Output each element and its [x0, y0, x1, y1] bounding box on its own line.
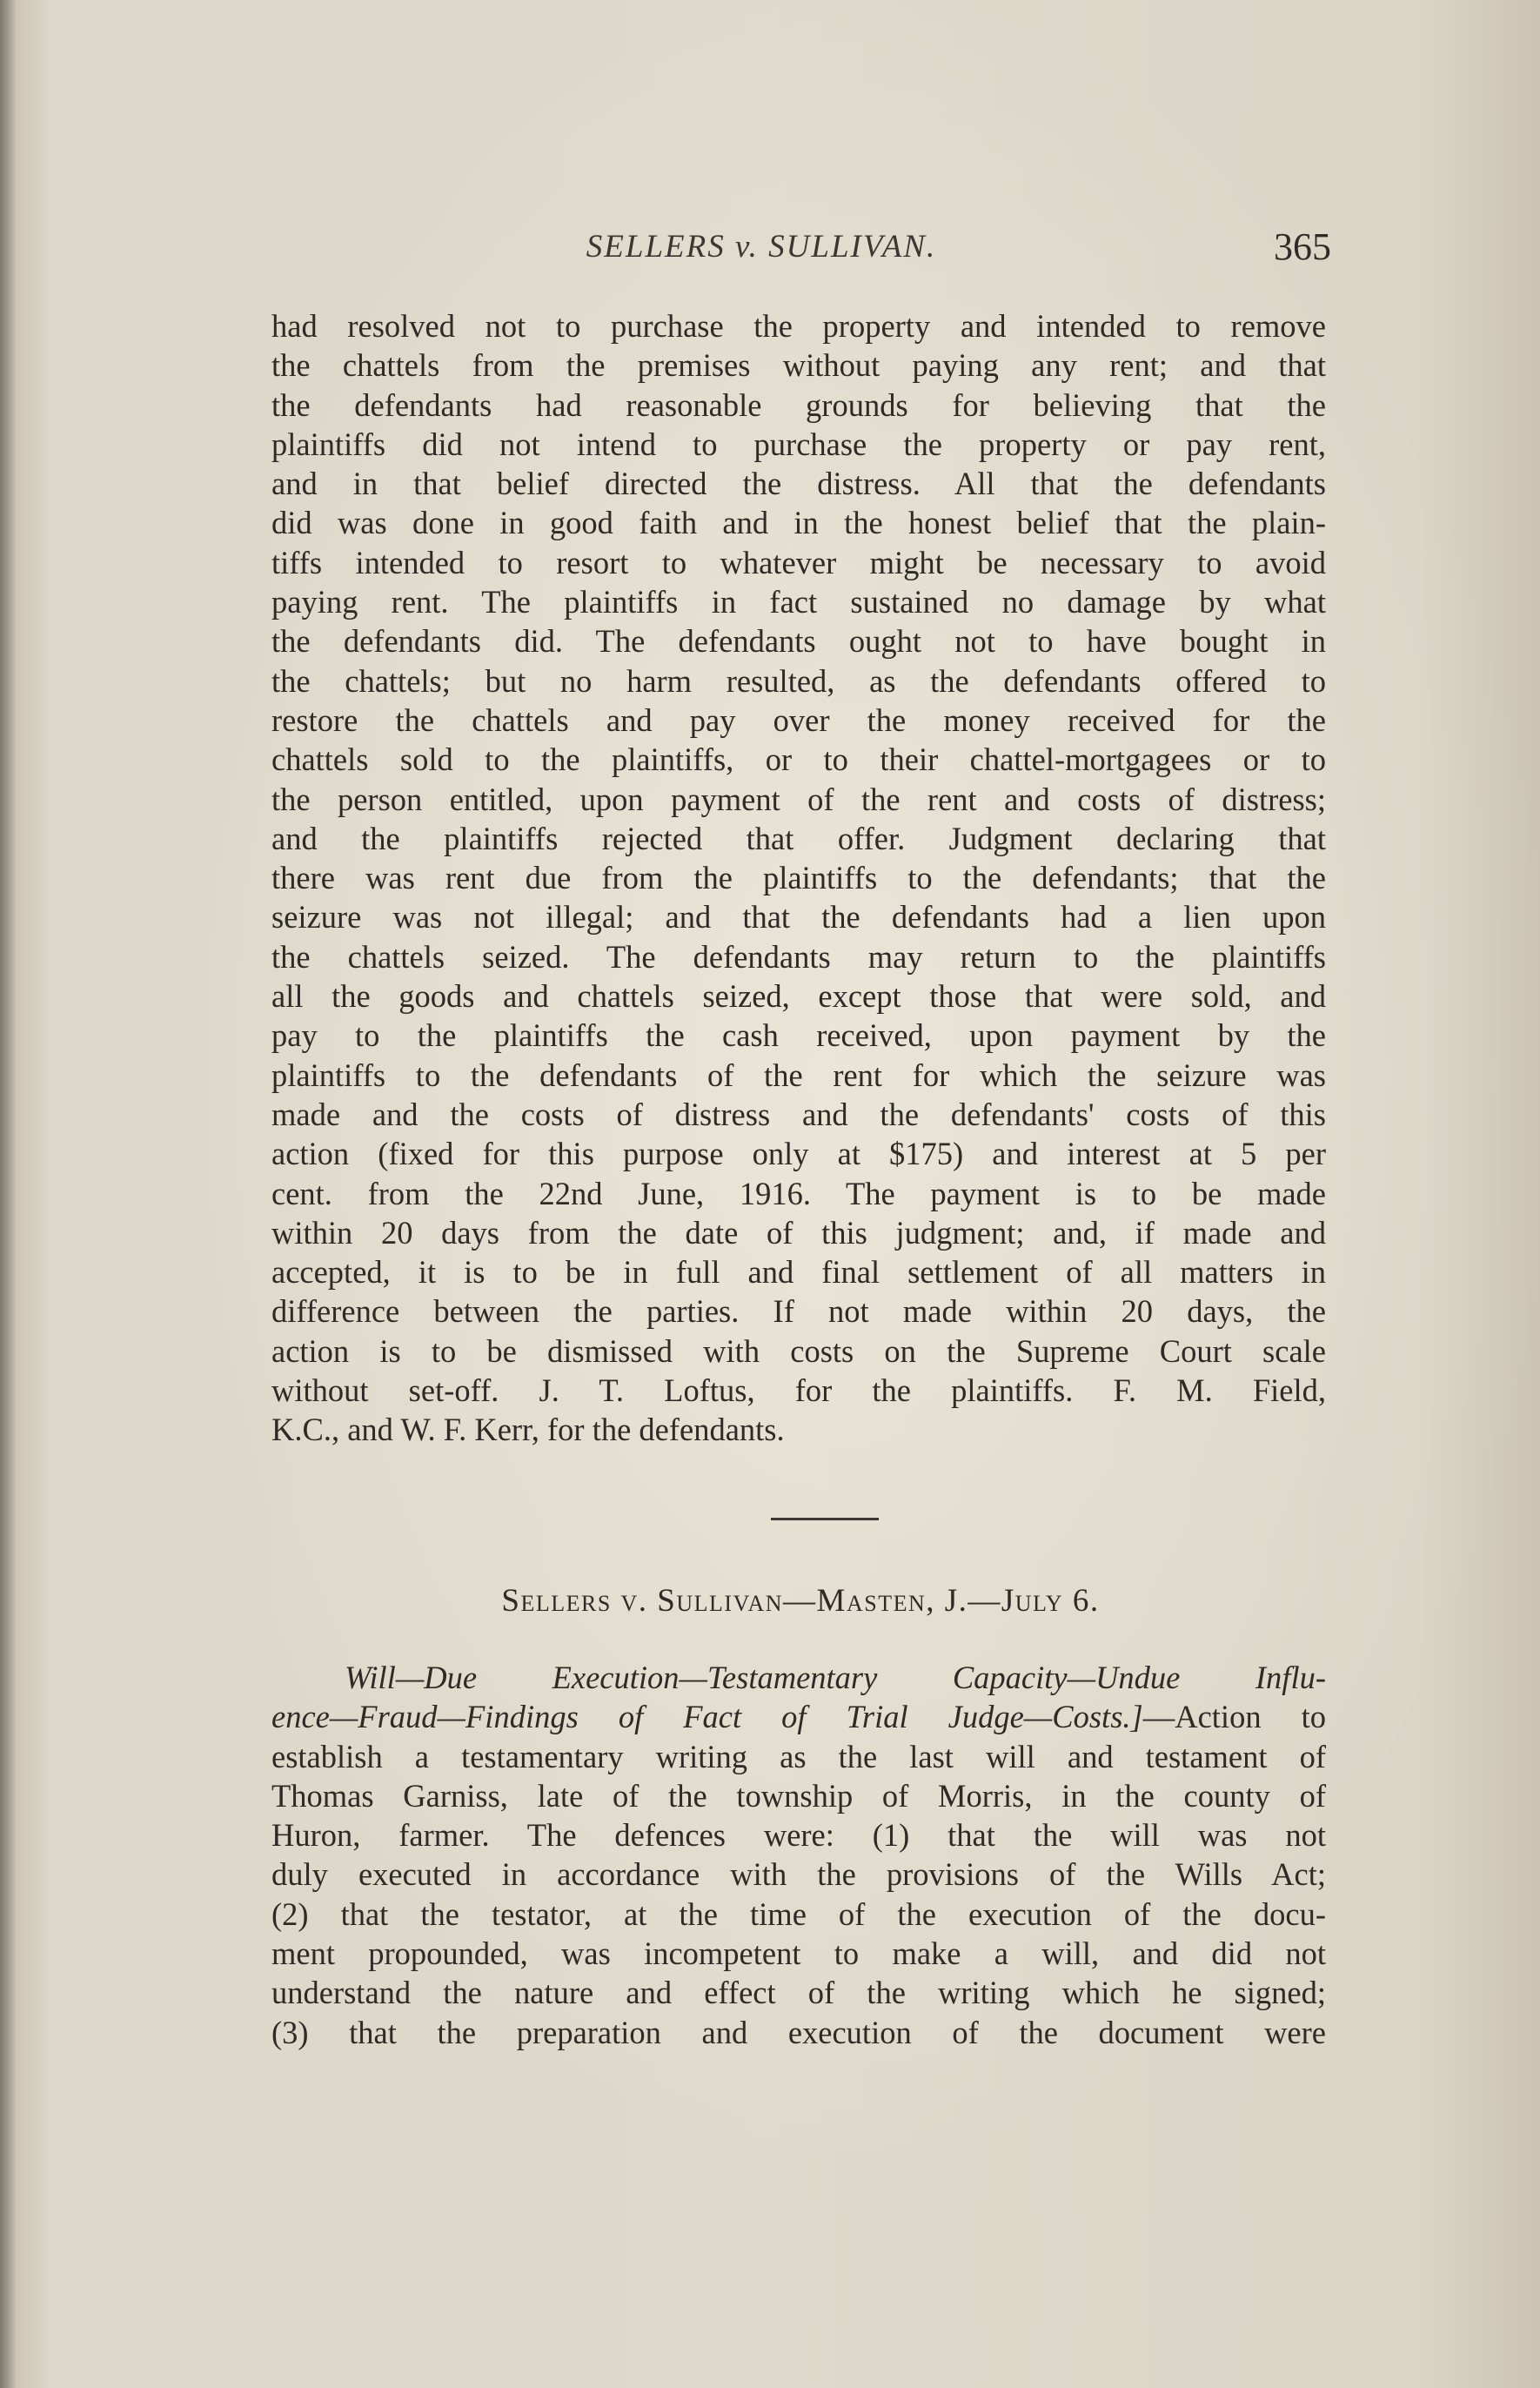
- text-line: difference between the parties. If not made within 20 days, the: [271, 1293, 1326, 1330]
- text-line: and in that belief directed the distress. All that the defendants: [271, 466, 1326, 502]
- text-line: chattels sold to the plaintiffs, or to their chattel-mortgagees or to: [271, 741, 1326, 778]
- text-line: (3) that the preparation and execution of the document were: [271, 2014, 1326, 2050]
- text-line: the chattels; but no harm resulted, as the defendants offered to: [271, 662, 1326, 699]
- text-line: action is to be dismissed with costs on the Supreme Court scale: [271, 1332, 1326, 1369]
- text-line: establish a testamentary writing as the last will and testament of: [271, 1738, 1326, 1774]
- text-line: action (fixed for this purpose only at $175) and interest at 5 per: [271, 1136, 1326, 1172]
- text-line: seizure was not illegal; and that the defendants had a lien upon: [271, 899, 1326, 936]
- text-line: Huron, farmer. The defences were: (1) that the will was not: [271, 1817, 1326, 1854]
- text-line: the defendants did. The defendants ought not to have bought in: [271, 623, 1326, 660]
- second-case-text: [271, 1658, 1326, 2052]
- headnote-text: —Action to: [1142, 1699, 1327, 1735]
- text-line: K.C., and W. F. Kerr, for the defendants.: [271, 1412, 785, 1448]
- text-line: the chattels seized. The defendants may return to the plaintiffs: [271, 938, 1326, 975]
- text-line: made and the costs of distress and the defendants' costs of this: [271, 1096, 1326, 1132]
- text-line: accepted, it is to be in full and final settlement of all matters in: [271, 1254, 1326, 1291]
- text-line: there was rent due from the plaintiffs to the defendants; that the: [271, 860, 1326, 896]
- text-line: plaintiffs to the defendants of the rent for which the seizure was: [271, 1056, 1326, 1093]
- text-line: within 20 days from the date of this judgment; and, if made and: [271, 1214, 1326, 1251]
- first-case-text: [271, 306, 1326, 1450]
- text-line: duly executed in accordance with the provisions of the Wills Act;: [271, 1856, 1326, 1893]
- running-title: SELLERS v. SULLIVAN.: [586, 229, 937, 265]
- text-line: plaintiffs did not intend to purchase the property or pay rent,: [271, 426, 1326, 462]
- page-number: 365: [1274, 225, 1331, 268]
- text-line: understand the nature and effect of the writing which he signed;: [271, 1975, 1326, 2011]
- text-line: all the goods and chattels seized, except those that were sold, and: [271, 978, 1326, 1015]
- text-line: the chattels from the premises without paying any rent; and that: [271, 347, 1326, 384]
- running-head: [270, 225, 1331, 277]
- text-line: the person entitled, upon payment of the rent and costs of distress;: [271, 781, 1326, 817]
- case-heading: Sellers v. Sullivan—Masten, J.—July 6.: [501, 1583, 1100, 1619]
- text-line: had resolved not to purchase the property and intended to remove: [271, 308, 1326, 344]
- headnote-catchwords: Will—Due Execution—Testamentary Capacity—Undue Influ-: [345, 1660, 1326, 1695]
- text-line: tiffs intended to resort to whatever might be necessary to avoid: [271, 544, 1326, 580]
- headnote-line: [271, 1697, 1326, 1736]
- text-line: and the plaintiffs rejected that offer. Judgment declaring that: [271, 820, 1326, 856]
- text-line: cent. from the 22nd June, 1916. The payment is to be made: [271, 1175, 1326, 1211]
- text-line: (2) that the testator, at the time of the execution of the docu-: [271, 1895, 1326, 1932]
- headnote-catchwords: ence—Fraud—Findings of Fact of Trial Judge—Costs.]: [271, 1699, 1143, 1735]
- section-divider: [771, 1518, 879, 1520]
- text-line: the defendants had reasonable grounds for believing that the: [271, 386, 1326, 423]
- text-line: without set-off. J. T. Loftus, for the plaintiffs. F. M. Field,: [271, 1372, 1326, 1409]
- text-line: ment propounded, was incompetent to make a will, and did not: [271, 1935, 1326, 1972]
- text-line: Thomas Garniss, late of the township of Morris, in the county of: [271, 1777, 1326, 1814]
- page-binding-edge: [0, 0, 16, 2388]
- headnote-line: [271, 1658, 1326, 1697]
- text-line: paying rent. The plaintiffs in fact sustained no damage by what: [271, 584, 1326, 620]
- text-line: pay to the plaintiffs the cash received, upon payment by the: [271, 1017, 1326, 1054]
- text-line: did was done in good faith and in the honest belief that the plain-: [271, 505, 1326, 541]
- text-line: restore the chattels and pay over the money received for the: [271, 701, 1326, 738]
